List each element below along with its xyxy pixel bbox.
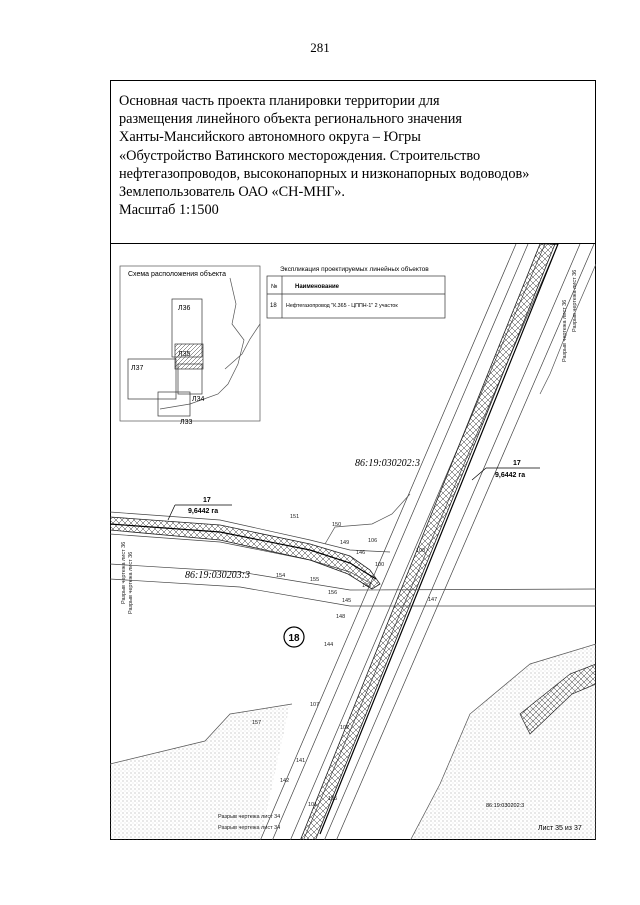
drawing-title-block: [119, 92, 589, 219]
point-label-145: 145: [342, 598, 352, 604]
parcel-tag-left: [168, 497, 232, 520]
point-label-144: 144: [324, 642, 334, 648]
title-line-6: Землепользователь ОАО «СН-МНГ».: [119, 184, 345, 201]
point-label-107: 107: [310, 702, 320, 708]
point-label-151: 151: [290, 514, 300, 520]
point-label-146: 146: [356, 550, 366, 556]
cadastral-label-2: 86:19:030203:3: [185, 570, 250, 581]
explication-table: [267, 265, 445, 318]
point-label-147: 147: [428, 597, 438, 603]
point-label-155: 155: [310, 577, 320, 583]
object-marker: [284, 627, 304, 647]
point-label-157: 157: [252, 720, 262, 726]
point-label-100: 100: [375, 562, 385, 568]
title-line-4: «Обустройство Ватинского месторождения. Строительство: [119, 147, 481, 164]
parcel-number-right: 17: [513, 460, 521, 467]
explication-row-no: 18: [270, 303, 277, 309]
explication-col-name: Наименование: [295, 284, 340, 290]
point-label-150: 150: [332, 522, 342, 528]
scheme-title: Схема расположения объекта: [128, 271, 226, 278]
location-scheme: [120, 266, 260, 426]
point-label-102: 102: [340, 725, 350, 731]
title-line-3: Ханты-Мансийского автономного округа – Югры: [119, 129, 421, 146]
break-label-right-1: Разрыв чертежа лист 36: [562, 299, 568, 362]
break-label-bottom-2: Разрыв чертежа лист 34: [218, 825, 281, 831]
point-label-142: 142: [280, 778, 290, 784]
point-label-105: 105: [328, 796, 338, 802]
break-label-bottom-1: Разрыв чертежа лист 34: [218, 814, 281, 820]
note-bottom-right: 86:19:030202:3: [486, 803, 525, 809]
object-marker-label: 18: [288, 633, 300, 644]
terrain-fill-right: [410, 644, 596, 840]
parcel-area-left: 9,6442 га: [188, 508, 219, 515]
scheme-sheet-35: Л35: [178, 351, 191, 358]
parcel-number-left: 17: [203, 497, 211, 504]
point-label-108: 108: [416, 548, 426, 554]
break-label-left-2: Разрыв чертежа лист 36: [128, 551, 134, 614]
title-line-1: Основная часть проекта планировки территории для: [119, 93, 440, 109]
title-line-5: нефтегазопроводов, высоконапорных и низконапорных водоводов»: [119, 165, 530, 182]
point-label-141: 141: [296, 758, 306, 764]
break-label-left-1: Разрыв чертежа лист 36: [121, 541, 127, 604]
explication-row-name: Нефтегазопровод "К.365 - ЦППН-1" 2 участок: [286, 303, 398, 309]
point-label-149: 149: [340, 540, 350, 546]
explication-title: Экспликация проектируемых линейных объектов: [280, 266, 429, 273]
page-number: 281: [310, 40, 330, 55]
point-label-106: 106: [368, 538, 378, 544]
cadastral-label-1: 86:19:030202:3: [355, 458, 420, 469]
explication-col-no: №: [271, 284, 278, 290]
title-line-2: размещения линейного объекта регионального значения: [119, 111, 462, 128]
point-label-143: 143: [362, 583, 372, 589]
scale-line: Масштаб 1:1500: [119, 202, 219, 219]
break-label-right-2: Разрыв чертежа лист 36: [572, 269, 578, 332]
parcel-area-right: 9,6442 га: [495, 472, 526, 479]
scheme-sheet-36: Л36: [178, 305, 191, 312]
point-label-148: 148: [336, 614, 346, 620]
planning-map: [110, 244, 596, 840]
parcel-tag-right: [472, 460, 540, 480]
map-area: [110, 243, 596, 840]
point-label-101: 101: [308, 802, 318, 808]
point-label-156: 156: [328, 590, 338, 596]
point-label-154: 154: [276, 573, 286, 579]
sheet-label: Лист 35 из 37: [538, 825, 582, 832]
scheme-sheet-37: Л37: [131, 365, 144, 372]
scheme-sheet-34: Л34: [192, 396, 205, 403]
scheme-sheet-33: Л33: [180, 419, 193, 426]
